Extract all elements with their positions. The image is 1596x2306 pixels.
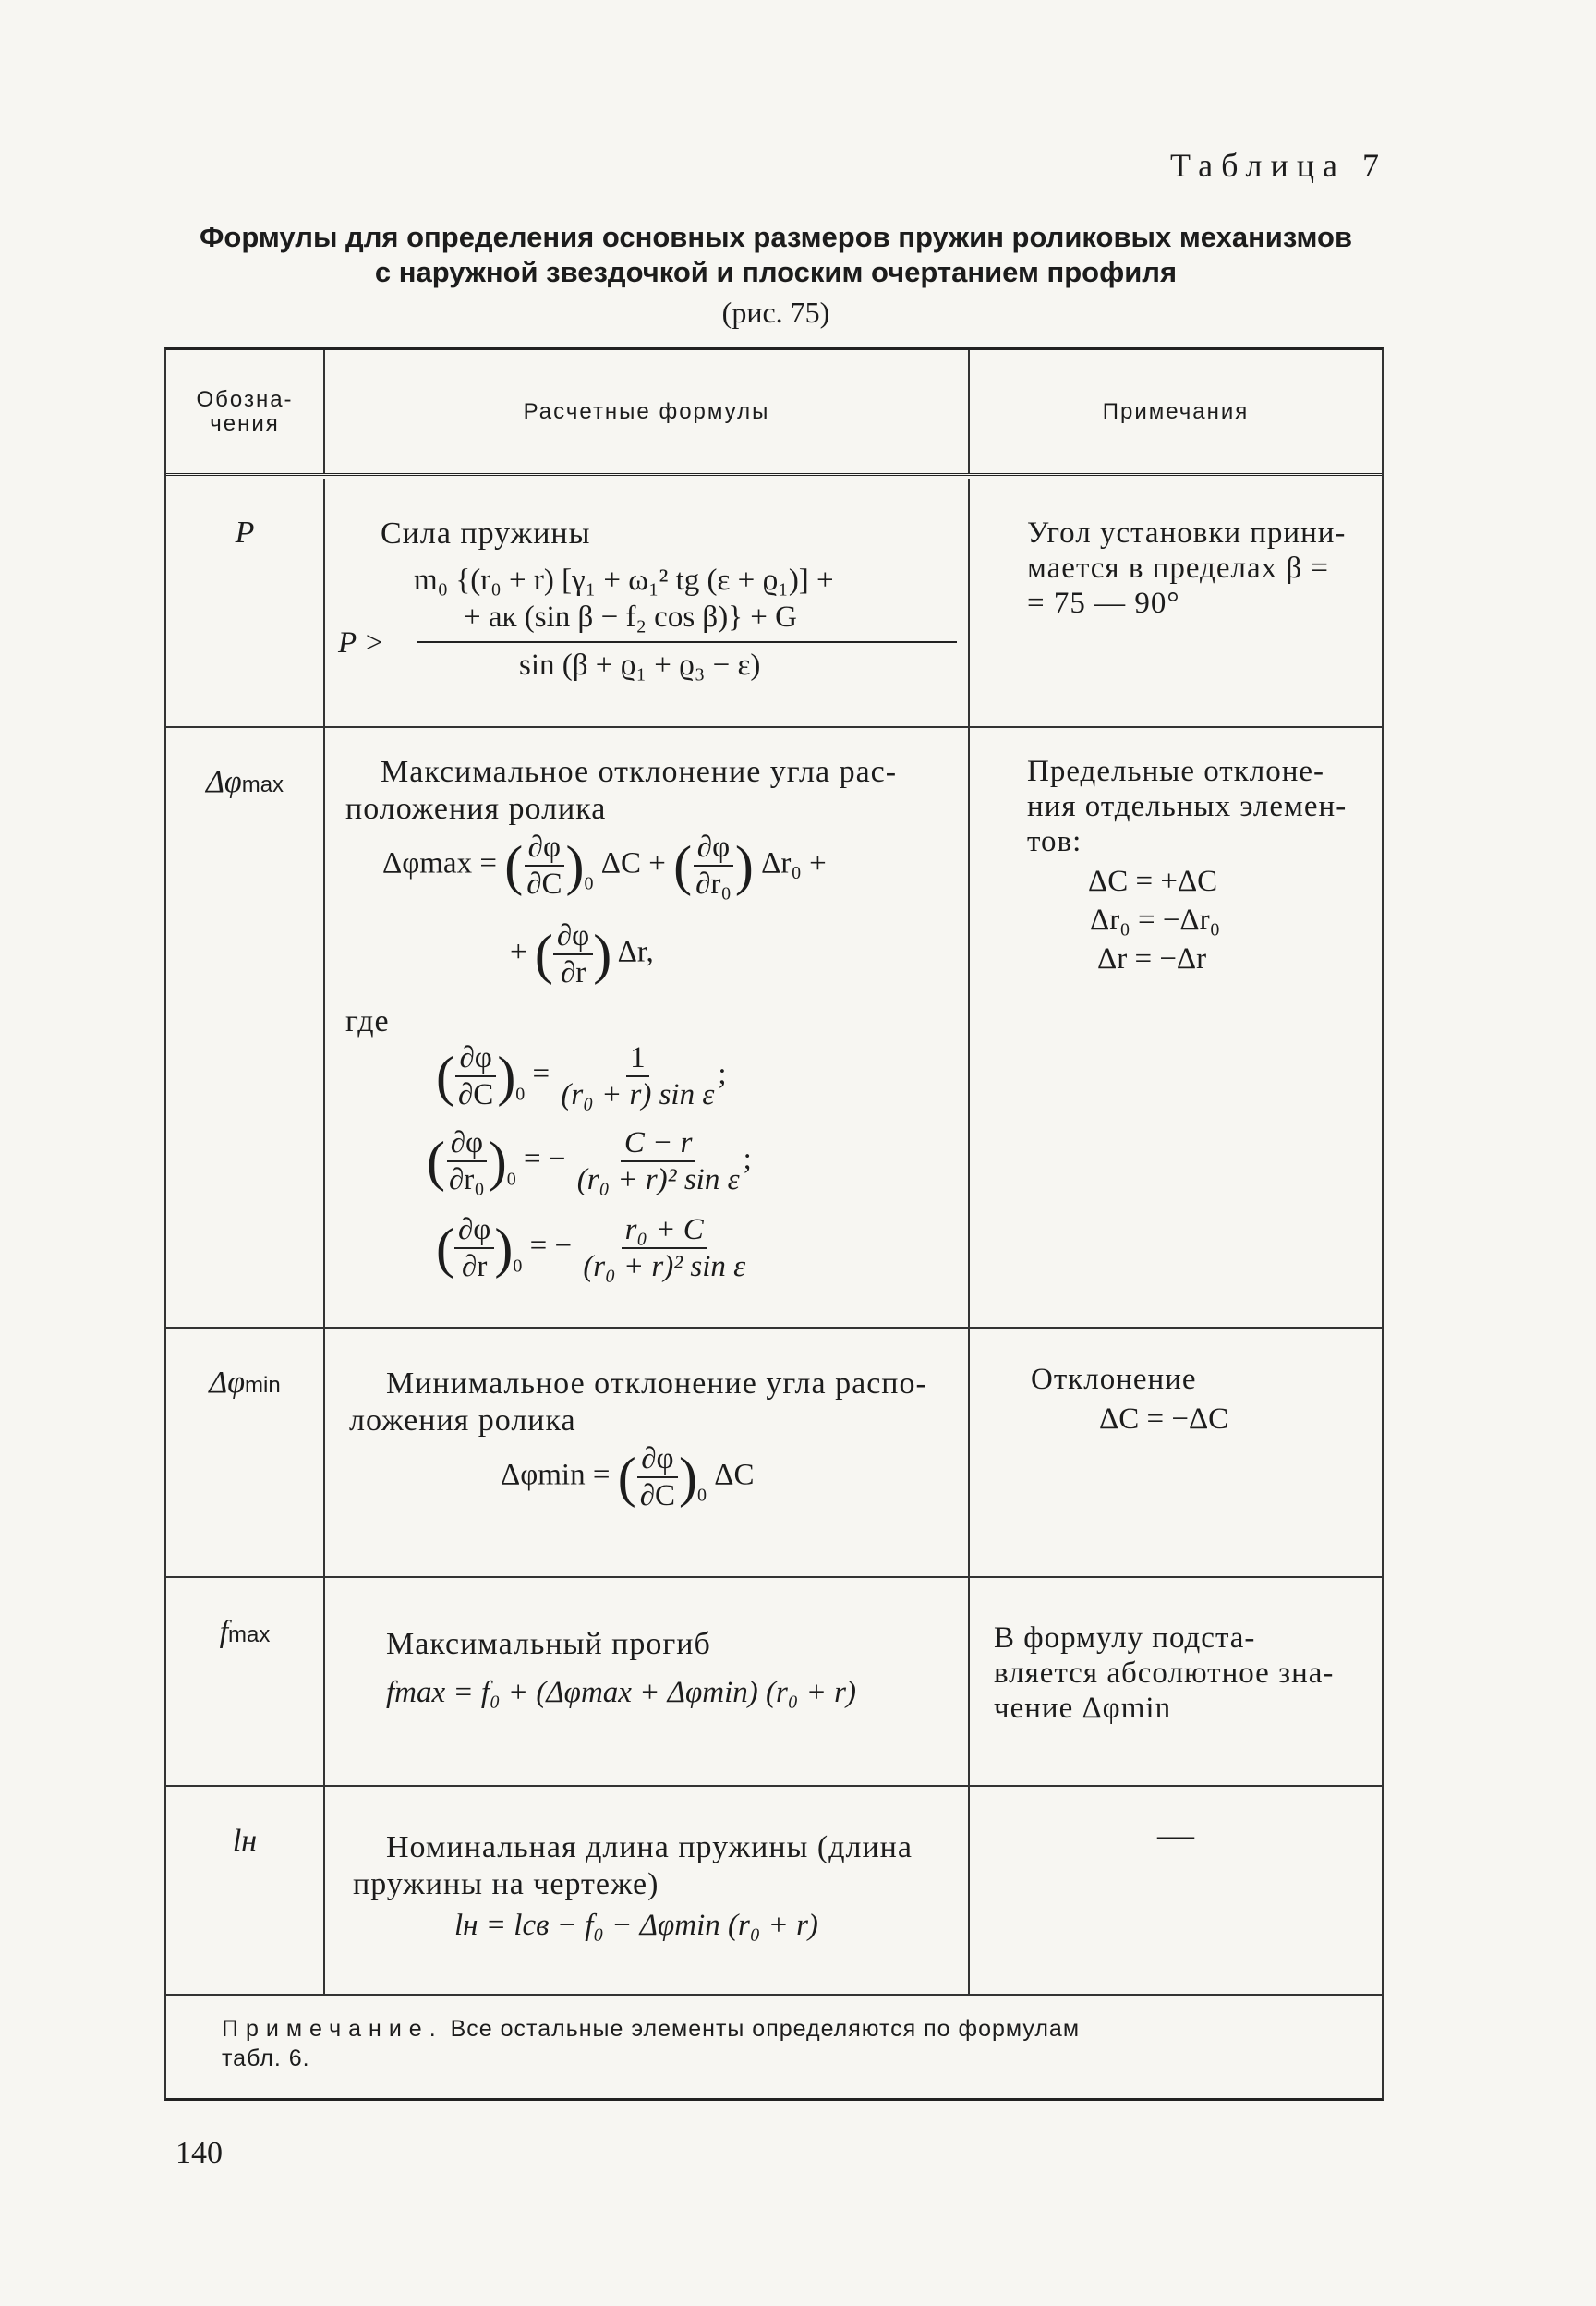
partial-num: ∂φ (637, 1441, 677, 1478)
partial-dc (523, 830, 565, 902)
table-row-p (166, 479, 1382, 728)
formula-dphi-min (501, 1441, 755, 1513)
header-formulas: Расчетные формулы (325, 350, 970, 473)
formula-cell-dphi-min (325, 1329, 970, 1576)
note-p-line-2: мается в пределах β = (1027, 552, 1330, 585)
where-label: где (345, 1004, 390, 1038)
caption-l-n-line-1: Номинальная длина пружины (длина (386, 1830, 913, 1864)
symbol-l-n: lн (166, 1787, 325, 1994)
table-header-row (166, 350, 1382, 476)
semicolon: ; (743, 1142, 752, 1176)
partial-eq-3 (436, 1212, 749, 1284)
note-p-line-1: Угол установки прини- (1027, 516, 1347, 550)
symbol-p: P (166, 479, 325, 726)
note-eq-2: Δr₀ = −Δr₀ (1090, 904, 1221, 937)
eq-sign-minus: = − (529, 1229, 573, 1263)
subscript-zero: 0 (697, 1485, 707, 1506)
partial-num: ∂φ (694, 830, 733, 867)
formula-f-max: fmax = f₀ + (Δφmax + Δφmin) (r₀ + r) (386, 1676, 856, 1709)
eq-2-den: (r₀ + r)² sin ε (576, 1163, 740, 1196)
note-dphi-max-line-2: ния отдельных элемен- (1027, 790, 1348, 823)
partial-den: ∂C (639, 1479, 676, 1512)
partial-dc-eq (454, 1040, 497, 1112)
paren-close: ) (565, 835, 585, 896)
note-cell-p (970, 479, 1382, 726)
paren-open: ( (617, 1447, 636, 1508)
subscript-zero: 0 (584, 873, 594, 894)
partial-den: ∂r (560, 956, 586, 989)
symbol-dphi-min (166, 1329, 325, 1576)
paren-open: ( (673, 835, 693, 896)
symbol-f-max-sub: max (228, 1622, 271, 1647)
paren-open: ( (504, 835, 524, 896)
formula-p-lhs: P > (338, 626, 385, 660)
note-cell-f-max (970, 1578, 1382, 1785)
partial-den: ∂r₀ (448, 1163, 485, 1196)
formula-plus: + (510, 935, 527, 969)
paren-close: ) (494, 1218, 514, 1279)
partial-eq-1 (436, 1040, 727, 1112)
paren-open: ( (436, 1218, 454, 1279)
note-dphi-max (1027, 754, 1369, 859)
partial-dr0 (692, 830, 735, 902)
partial-dr0-eq (445, 1125, 489, 1197)
eq-3-den: (r₀ + r)² sin ε (583, 1250, 746, 1283)
paren-close: ) (593, 924, 612, 985)
table-label: Таблица 7 (1170, 147, 1387, 184)
note-cell-dphi-min (970, 1329, 1382, 1576)
eq-sign-minus: = − (524, 1142, 566, 1176)
table-row-f-max (166, 1578, 1382, 1787)
formula-dphi-max-term-1: ΔC + (600, 846, 666, 880)
formula-cell-l-n (325, 1787, 970, 1994)
note-eq-3: Δr = −Δr (1097, 942, 1207, 976)
semicolon: ; (718, 1057, 727, 1091)
note-cell-dphi-max (970, 728, 1382, 1327)
paren-close: ) (497, 1046, 516, 1107)
paren-open: ( (534, 924, 553, 985)
symbol-dphi-min-sub: min (245, 1373, 281, 1398)
footnote-text: Все остальные элементы определяются по формулам (450, 2016, 1081, 2042)
subscript-zero: 0 (506, 1169, 516, 1190)
title-line-2: с наружной звездочкой и плоским очертанием профиля (374, 256, 1178, 288)
note-f-max (994, 1620, 1372, 1726)
partial-num: ∂φ (447, 1125, 487, 1162)
symbol-dphi-max-main: Δφ (205, 765, 242, 799)
formula-p-denominator: sin (β + ϱ₁ + ϱ₃ − ε) (519, 649, 761, 682)
figure-reference: (рис. 75) (721, 296, 830, 329)
subscript-zero: 0 (515, 1084, 526, 1105)
note-f-max-line-2: вляется абсолютное зна- (994, 1657, 1335, 1690)
subscript-zero: 0 (513, 1256, 523, 1277)
caption-p: Сила пружины (381, 516, 591, 551)
partial-num: ∂φ (553, 918, 593, 955)
partial-num: ∂φ (525, 830, 564, 867)
page-number: 140 (175, 2136, 223, 2170)
note-cell-l-n (970, 1787, 1382, 1994)
symbol-dphi-max-sub: max (241, 772, 284, 797)
formula-cell-dphi-max (325, 728, 970, 1327)
eq-2-rhs (574, 1125, 744, 1197)
note-eq-1: ΔC = +ΔC (1088, 865, 1218, 898)
note-dphi-max-line-1: Предельные отклоне- (1027, 755, 1325, 788)
formula-l-n: lн = lсв − f₀ − Δφmin (r₀ + r) (454, 1909, 818, 1942)
footnote-label: Примечание. (222, 2016, 443, 2042)
table-footnote (222, 2014, 1358, 2073)
eq-3-num: r₀ + C (622, 1212, 707, 1249)
partial-eq-2 (427, 1125, 752, 1197)
header-notes: Примечания (1102, 398, 1250, 424)
table-title (139, 220, 1413, 290)
header-symbols-line-2: чения (210, 410, 280, 436)
partial-dr-eq (454, 1212, 494, 1284)
formula-dphi-max-line-1 (382, 830, 827, 902)
footnote-text-2: табл. 6. (222, 2045, 310, 2071)
caption-dphi-min-line-1: Минимальное отклонение угла распо- (386, 1366, 927, 1401)
formula-table (164, 347, 1384, 2101)
paren-open: ( (436, 1046, 454, 1107)
eq-2-num: C − r (621, 1125, 696, 1162)
formula-p-numerator-2: + aк (sin β − f₂ cos β)} + G (464, 601, 797, 634)
eq-1-den: (r₀ + r) sin ε (561, 1078, 715, 1111)
eq-3-rhs (579, 1212, 749, 1284)
formula-cell-p (325, 479, 970, 726)
partial-den: ∂r₀ (695, 868, 732, 901)
table-row-l-n (166, 1787, 1382, 1996)
note-dphi-min-line-2: ΔC = −ΔC (1099, 1402, 1229, 1436)
paren-close: ) (679, 1447, 698, 1508)
header-symbols-line-1: Обозна- (196, 386, 294, 412)
symbol-dphi-min-main: Δφ (209, 1365, 246, 1400)
caption-dphi-min-line-2: ложения ролика (349, 1403, 576, 1438)
formula-dphi-max-lhs: Δφmax = (382, 846, 497, 880)
formula-dphi-max-term-3: Δr, (617, 935, 654, 969)
caption-dphi-max-line-1: Максимальное отклонение угла рас- (381, 755, 898, 789)
formula-dphi-min-tail: ΔC (714, 1458, 755, 1492)
formula-dphi-max-line-2 (510, 918, 654, 990)
partial-dc-min (636, 1441, 679, 1513)
title-line-1: Формулы для определения основных размеров пружин роликовых механизмов (199, 221, 1353, 253)
note-l-n: — (1157, 1814, 1194, 1855)
caption-l-n-line-2: пружины на чертеже) (353, 1867, 659, 1901)
paren-open: ( (427, 1131, 445, 1192)
paren-close: ) (734, 835, 754, 896)
formula-p-numerator-1: m₀ {(r₀ + r) [γ₁ + ω₁² tg (ε + ϱ₁)] + (414, 564, 834, 597)
partial-num: ∂φ (455, 1040, 495, 1077)
symbol-f-max-main: f (219, 1615, 229, 1649)
table-row-dphi-max (166, 728, 1382, 1329)
symbol-dphi-max (166, 728, 325, 1327)
caption-f-max: Максимальный прогиб (386, 1627, 711, 1661)
note-p-line-3: = 75 — 90° (1027, 587, 1180, 620)
paren-close: ) (488, 1131, 507, 1192)
formula-p-fraction-bar (417, 641, 957, 643)
caption-dphi-max-line-2: положения ролика (345, 792, 607, 826)
table-row-dphi-min (166, 1329, 1382, 1578)
symbol-f-max (166, 1578, 325, 1785)
note-dphi-max-line-3: тов: (1027, 825, 1082, 858)
eq-1-num: 1 (626, 1040, 649, 1077)
partial-num: ∂φ (454, 1212, 494, 1249)
partial-den: ∂r (462, 1250, 488, 1283)
eq-sign: = (532, 1057, 550, 1091)
partial-den: ∂C (526, 868, 562, 901)
note-f-max-line-1: В формулу подста- (994, 1621, 1256, 1655)
formula-cell-f-max (325, 1578, 970, 1785)
note-f-max-line-3: чение Δφmin (994, 1692, 1172, 1725)
formula-dphi-max-term-2: Δr₀ + (761, 846, 827, 880)
note-p (1027, 516, 1369, 621)
eq-1-rhs (557, 1040, 718, 1112)
partial-dr (553, 918, 593, 990)
header-symbols (166, 350, 325, 473)
note-dphi-min-line-1: Отклонение (1031, 1363, 1197, 1396)
formula-dphi-min-lhs: Δφmin = (501, 1458, 611, 1492)
partial-den: ∂C (457, 1078, 494, 1111)
